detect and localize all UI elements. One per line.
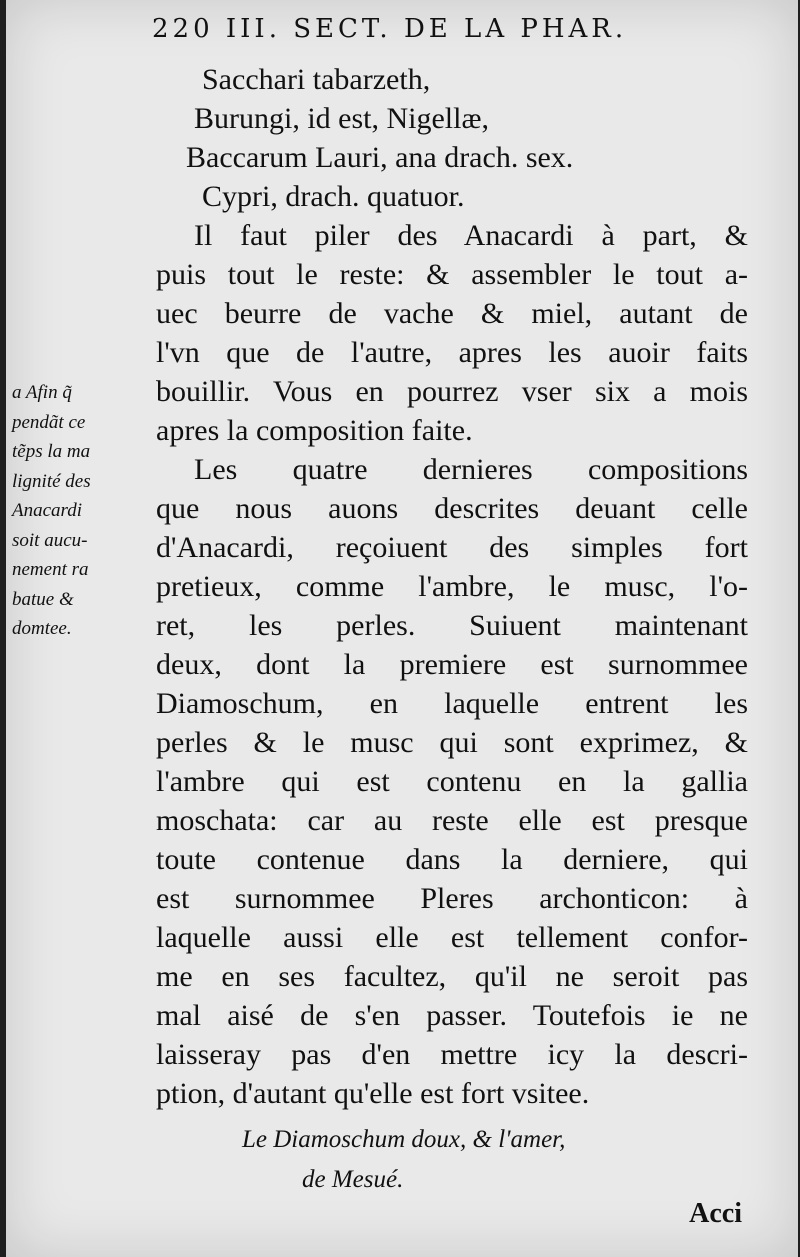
margin-line: soit aucu- [12, 529, 88, 551]
margin-line: lignité des [12, 470, 91, 492]
text-line: que nous auons descrites deuant celle [156, 492, 748, 525]
text-line: apres la composition faite. [156, 414, 473, 447]
text-line: ption, d'autant qu'elle est fort vsitee. [156, 1077, 590, 1110]
text-line: l'ambre qui est contenu en la gallia [156, 765, 748, 798]
text-line: d'Anacardi, reçoiuent des simples fort [156, 531, 748, 564]
margin-line: batue & [12, 588, 74, 610]
section-title [242, 1120, 565, 1200]
margin-note [12, 378, 152, 644]
text-line: toute contenue dans la derniere, qui [156, 843, 748, 876]
section-title-line: Le Diamoschum doux, & l'amer, [242, 1126, 566, 1153]
text-line: ret, les perles. Suiuent maintenant [156, 609, 748, 642]
ingredient-line: Cypri, drach. quatuor. [202, 180, 465, 213]
text-line: perles & le musc qui sont exprimez, & [156, 726, 748, 759]
ingredient-line: Burungi, id est, Nigellæ, [194, 102, 489, 135]
margin-line: pendãt ce [12, 411, 86, 433]
text-line: deux, dont la premiere est surnommee [156, 648, 748, 681]
margin-line: domtee. [12, 618, 72, 639]
ingredient-line: Baccarum Lauri, ana drach. sex. [186, 141, 574, 174]
text-line: puis tout le reste: & assembler le tout a- [156, 258, 748, 291]
margin-line: nement ra [12, 559, 89, 580]
text-line: mal aisé de s'en passer. Toutefois ie ne [156, 999, 748, 1032]
margin-line: a Afin q̃ [12, 382, 72, 403]
text-line: Les quatre dernieres compositions [194, 453, 748, 486]
text-line: l'vn que de l'autre, apres les auoir faits [156, 336, 748, 369]
body-text [156, 60, 748, 1113]
text-line: Il faut piler des Anacardi à part, & [194, 219, 748, 252]
text-line: pretieux, comme l'ambre, le musc, l'o- [156, 570, 748, 603]
text-line: est surnommee Pleres archonticon: à [156, 882, 748, 915]
margin-line: tẽps la ma [12, 441, 91, 462]
text-line: Diamoschum, en laquelle entrent les [156, 687, 748, 720]
text-line: laisseray pas d'en mettre icy la descri- [156, 1038, 748, 1071]
margin-line: Anacardi [12, 500, 83, 521]
text-line: uec beurre de vache & miel, autant de [156, 297, 748, 330]
text-line: moschata: car au reste elle est presque [156, 804, 748, 837]
text-line: bouillir. Vous en pourrez vser six a mois [156, 375, 748, 408]
ingredient-line: Sacchari tabarzeth, [202, 63, 431, 96]
running-header: 220 III. SECT. DE LA PHAR. [152, 14, 628, 44]
book-page [6, 0, 798, 1257]
text-line: me en ses facultez, qu'il ne seroit pas [156, 960, 748, 993]
catchword: Acci [689, 1198, 742, 1229]
text-line: laquelle aussi elle est tellement confor- [156, 921, 748, 954]
section-title-line: de Mesué. [302, 1166, 404, 1193]
